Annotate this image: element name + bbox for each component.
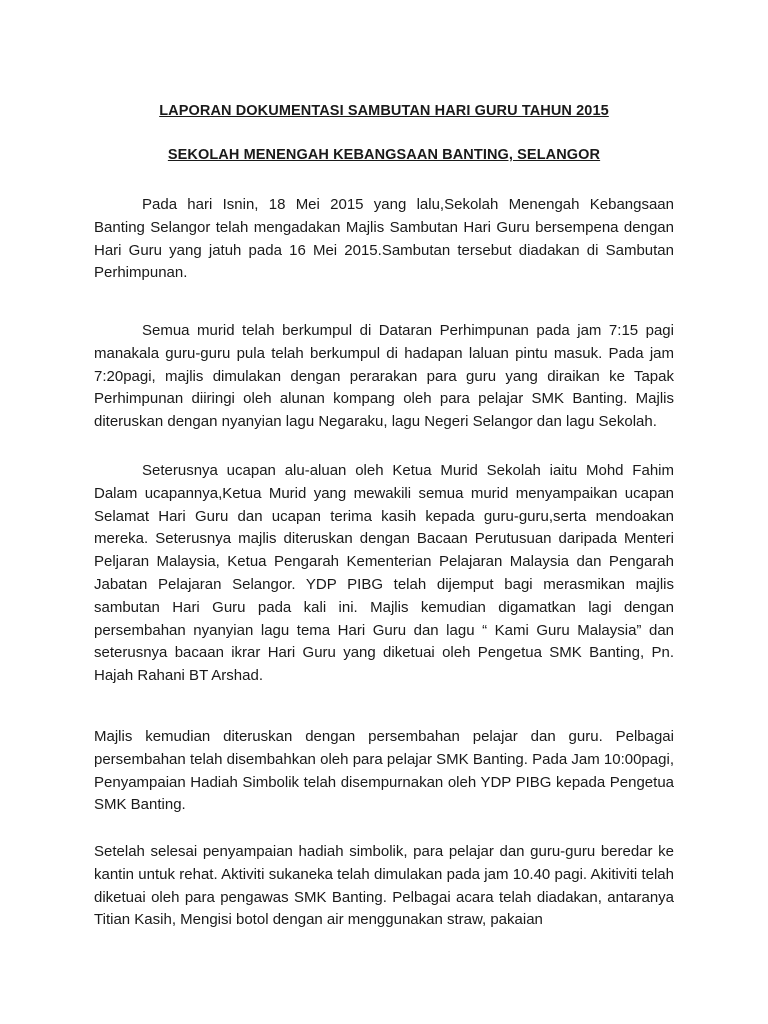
- paragraph: Majlis kemudian diteruskan dengan persembahan pelajar dan guru. Pelbagai persembahan telah disembahkan oleh para pelajar SMK Banting. Pada Jam 10:00pagi, Penyampaian Hadiah Simbolik telah disempurnakan oleh YDP PIBG kepada Pengetua SMK Banting.: [94, 728, 674, 814]
- paragraph: Semua murid telah berkumpul di Dataran Perhimpunan pada jam 7:15 pagi manakala guru-guru pula telah berkumpul di hadapan laluan pintu masuk. Pada jam 7:20pagi, majlis dimulakan dengan perarakan para guru yang diraikan ke Tapak Perhimpunan diiringi oleh alunan kompang oleh para pelajar SMK Banting. Majlis diteruskan dengan nyanyian lagu Negaraku, lagu Negeri Selangor dan lagu Sekolah.: [94, 322, 674, 431]
- paragraph: Seterusnya ucapan alu-aluan oleh Ketua Murid Sekolah iaitu Mohd Fahim Dalam ucapannya,Ketua Murid yang mewakili semua murid menyampaikan ucapan Selamat Hari Guru dan ucapan terima kasih kepada guru-guru,serta mendoakan mereka. Seterusnya majlis diteruskan dengan Bacaan Perutusuan daripada Menteri Peljaran Malaysia, Ketua Pengarah Kementerian Pelajaran Malaysia dan Pengarah Jabatan Pelajaran Selangor. YDP PIBG telah dijemput bagi merasmikan majlis sambutan Hari Guru pada kali ini. Majlis kemudian digamatkan lagi dengan persembahan nyanyian lagu tema Hari Guru dan lagu “ Kami Guru Malaysia” dan seterusnya bacaan ikrar Hari Guru yang diketuai oleh Pengetua SMK Banting, Pn. Hajah Rahani BT Arshad.: [94, 462, 674, 685]
- paragraph: Setelah selesai penyampaian hadiah simbolik, para pelajar dan guru-guru beredar ke kantin untuk rehat. Aktiviti sukaneka telah dimulakan pada jam 10.40 pagi. Akitiviti telah diketuai oleh para pengawas SMK Banting. Pelbagai acara telah diadakan, antaranya Titian Kasih, Mengisi botol dengan air menggunakan straw, pakaian: [94, 843, 674, 929]
- document-subtitle: SEKOLAH MENENGAH KEBANGSAAN BANTING, SELANGOR: [167, 147, 601, 163]
- document-title: LAPORAN DOKUMENTASI SAMBUTAN HARI GURU TAHUN 2015: [159, 103, 609, 119]
- paragraph: Pada hari Isnin, 18 Mei 2015 yang lalu,Sekolah Menengah Kebangsaan Banting Selangor telah mengadakan Majlis Sambutan Hari Guru bersempena dengan Hari Guru yang jatuh pada 16 Mei 2015.Sambutan tersebut diadakan di Sambutan Perhimpunan.: [94, 196, 674, 282]
